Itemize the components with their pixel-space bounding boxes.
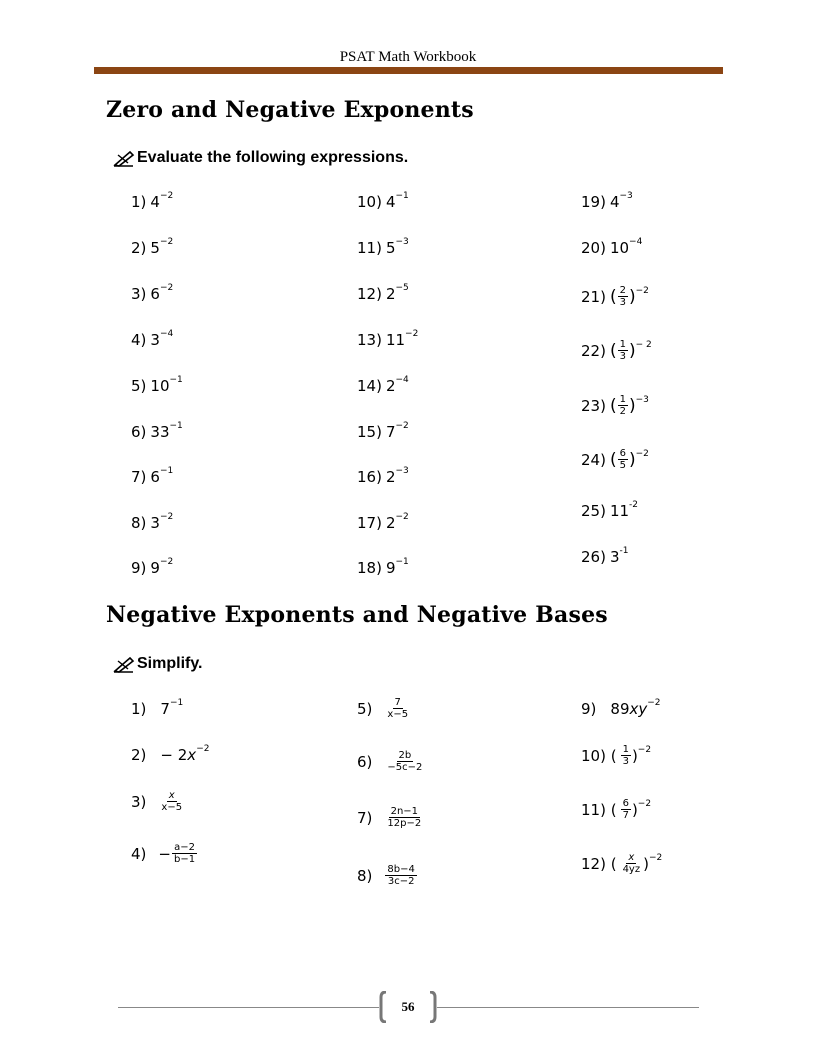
fraction: $\frac{1}{2}$ (619, 394, 626, 417)
simplify-problem: 8) $\frac{8b-4}{3c-2}$ (357, 864, 415, 887)
simplify-problem: 4) − $\frac{a-2}{b-1}$ (131, 842, 196, 865)
evaluate-problem: 10) 4 $^{-1}$ (357, 191, 409, 211)
simplify-problem: 12) ( $\frac{x}{4yz}$ ) $^{-2}$ (581, 852, 663, 875)
fraction: $\frac{8b-4}{3c-2}$ (387, 864, 415, 887)
fraction: $\frac{7}{x-5}$ (387, 697, 409, 720)
evaluate-problem: 8) 3 $^{-2}$ (131, 512, 174, 532)
instruction-simplify (113, 655, 203, 673)
simplify-problem: 1) 7 $^{-1}$ (131, 698, 184, 718)
evaluate-problem: 9) 9 $^{-2}$ (131, 557, 174, 577)
fraction: $\frac{6}{5}$ (619, 448, 626, 471)
simplify-problem: 2) − 2 x $^{-2}$ (131, 744, 210, 764)
header-rule (94, 67, 723, 74)
instruction-evaluate (113, 149, 408, 167)
evaluate-problem: 21) ( $\frac{2}{3}$ ) $^{-2}$ (581, 285, 649, 308)
evaluate-problem: 11) 5 $^{-3}$ (357, 237, 409, 257)
simplify-problem: 6) $\frac{2b}{-5c-2}$ (357, 750, 423, 773)
pencil-icon (113, 149, 135, 167)
section-title-negative-bases: Negative Exponents and Negative Bases (106, 602, 608, 628)
evaluate-problem: 1) 4 $^{-2}$ (131, 191, 174, 211)
evaluate-problem: 14) 2 $^{-4}$ (357, 375, 409, 395)
evaluate-problem: 4) 3 $^{-4}$ (131, 329, 174, 349)
fraction: $\frac{2n-1}{12p-2}$ (387, 806, 422, 829)
fraction: $\frac{6}{7}$ (622, 798, 629, 821)
evaluate-problem: 26) 3 $^{-1}$ (581, 546, 629, 566)
simplify-problem: 7) $\frac{2n-1}{12p-2}$ (357, 806, 422, 829)
fraction: $\frac{x}{x-5}$ (161, 790, 183, 813)
simplify-problem: 5) $\frac{7}{x-5}$ (357, 697, 409, 720)
simplify-problem: 9) 89 xy $^{-2}$ (581, 698, 661, 718)
evaluate-problem: 25) 11 $^{-2}$ (581, 500, 639, 520)
footer-rule-right (437, 1007, 699, 1008)
evaluate-problem: 17) 2 $^{-2}$ (357, 512, 409, 532)
evaluate-problem: 24) ( $\frac{6}{5}$ ) $^{-2}$ (581, 448, 649, 471)
evaluate-problem: 20) 10 $^{-4}$ (581, 237, 643, 257)
simplify-problem: 3) $\frac{x}{x-5}$ (131, 790, 183, 813)
page-number: 56 (401, 999, 415, 1014)
evaluate-problem: 15) 7 $^{-2}$ (357, 421, 409, 441)
fraction: $\frac{1}{3}$ (619, 339, 626, 362)
evaluate-problem: 22) ( $\frac{1}{3}$ ) $^{- 2}$ (581, 339, 652, 362)
fraction: $\frac{a-2}{b-1}$ (173, 842, 196, 865)
fraction: $\frac{2b}{-5c-2}$ (387, 750, 423, 773)
evaluate-problem: 16) 2 $^{-3}$ (357, 466, 409, 486)
footer-rule-left (118, 1007, 379, 1008)
evaluate-problem: 23) ( $\frac{1}{2}$ ) $^{-3}$ (581, 394, 649, 417)
fraction: $\frac{2}{3}$ (619, 285, 626, 308)
simplify-problem: 11) ( $\frac{6}{7}$ ) $^{-2}$ (581, 798, 652, 821)
instruction-text: Simplify. (137, 655, 203, 672)
instruction-text: Evaluate the following expressions. (137, 149, 409, 166)
evaluate-problem: 3) 6 $^{-2}$ (131, 283, 174, 303)
pencil-icon (113, 655, 135, 673)
evaluate-problem: 12) 2 $^{-5}$ (357, 283, 409, 303)
evaluate-problem: 18) 9 $^{-1}$ (357, 557, 409, 577)
evaluate-problem: 19) 4 $^{-3}$ (581, 191, 633, 211)
simplify-problem: 10) ( $\frac{1}{3}$ ) $^{-2}$ (581, 744, 652, 767)
evaluate-problem: 2) 5 $^{-2}$ (131, 237, 174, 257)
running-header: PSAT Math Workbook (339, 49, 477, 65)
section-title-zero-negative-exponents: Zero and Negative Exponents (106, 97, 474, 123)
fraction: $\frac{x}{4yz}$ (622, 852, 641, 875)
evaluate-problem: 5) 10 $^{-1}$ (131, 375, 183, 395)
fraction: $\frac{1}{3}$ (622, 744, 629, 767)
evaluate-problem: 6) 33 $^{-1}$ (131, 421, 183, 441)
evaluate-problem: 7) 6 $^{-1}$ (131, 466, 174, 486)
evaluate-problem: 13) 11 $^{-2}$ (357, 329, 419, 349)
